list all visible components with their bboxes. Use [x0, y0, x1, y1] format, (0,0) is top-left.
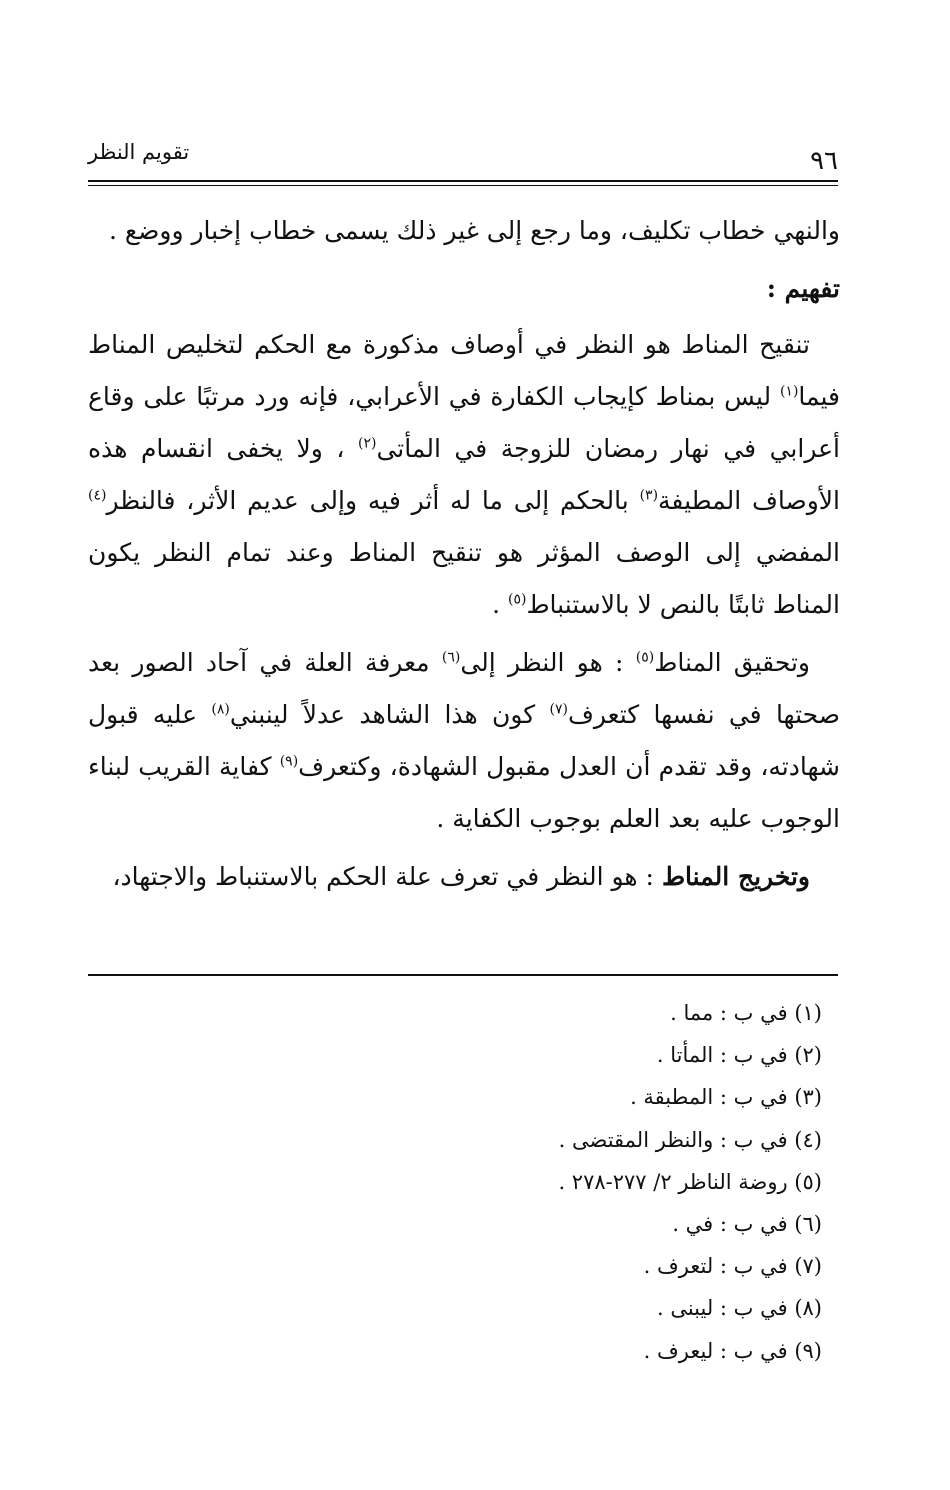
footnote-ref: (٥) — [635, 649, 655, 666]
text-run: : هو النظر في تعرف علة الحكم بالاستنباط والاجتهاد، — [112, 862, 662, 891]
footnote-ref: (٨) — [211, 701, 230, 718]
text-run: وتحقيق المناط — [654, 648, 810, 677]
page-number: ٩٦ — [810, 146, 838, 176]
footnote-ref: (٧) — [549, 701, 568, 718]
footnote: (٧) في ب : لتعرف . — [643, 1254, 822, 1279]
footnote: (٢) في ب : المأتا . — [656, 1043, 822, 1068]
text-run: عليه قبول شهادته، وقد تقدم أن العدل مقبول الشهادة، وكتعرف — [88, 700, 840, 781]
text-run: ، ولا يخفى انقسام هذه الأوصاف المطيفة — [88, 434, 840, 515]
text-run: كفاية القريب لبناء الوجوب عليه بعد العلم بوجوب الكفاية . — [88, 752, 840, 833]
section-heading: تفهيم : — [766, 274, 840, 303]
footnote: (٨) في ب : ليبنى . — [656, 1296, 822, 1321]
footnote-ref: (٣) — [639, 487, 659, 504]
header-rule — [88, 180, 838, 186]
paragraph-tanqih — [88, 319, 840, 631]
footnote: (٥) روضة الناظر ٢/ ٢٧٧-٢٧٨ . — [558, 1169, 822, 1194]
text-run: معرفة العلة في آحاد الصور بعد صحتها في نفسها كتعرف — [88, 648, 840, 729]
main-text — [88, 205, 840, 909]
footnote: (١) في ب : مما . — [670, 1001, 822, 1025]
text-run: . — [492, 590, 508, 619]
footnote-ref: (٤) — [88, 487, 107, 504]
footnote: (٦) في ب : في . — [672, 1212, 822, 1237]
footnote: (٩) في ب : ليعرف . — [643, 1338, 822, 1363]
paragraph-takhrij — [88, 851, 840, 903]
footnote: (٤) في ب : والنظر المقتضى . — [558, 1127, 822, 1152]
running-head-title: تقويم النظر — [88, 140, 190, 164]
text-run: بالحكم إلى ما له أثر فيه وإلى عديم الأثر، فالنظر — [106, 486, 640, 515]
text-run: ليس بمناط كإيجاب الكفارة في الأعرابي، فإنه ورد مرتبًا على وقاع أعرابي في نهار رمضان للزوجة في المأتى — [88, 382, 840, 463]
text-run: تنقيح المناط هو النظر في أوصاف مذكورة مع الحكم لتخليص المناط فيما — [88, 330, 840, 411]
text-run: كون هذا الشاهد عدلاً لينبني — [229, 700, 550, 729]
footnote-ref: (٦) — [441, 649, 461, 666]
footnote-rule — [88, 974, 838, 976]
paragraph-tahqiq — [88, 637, 840, 845]
bold-term: وتخريج المناط — [661, 862, 810, 891]
footnote-ref: (٥) — [507, 591, 527, 608]
paragraph-continuation: والنهي خطاب تكليف، وما رجع إلى غير ذلك يسمى خطاب إخبار ووضع . — [108, 216, 840, 245]
footnote-ref: (٢) — [358, 435, 377, 452]
text-run: : هو النظر إلى — [460, 648, 636, 677]
footnote: (٣) في ب : المطبقة . — [630, 1085, 822, 1110]
text-run: المفضي إلى الوصف المؤثر هو تنقيح المناط وعند تمام النظر يكون المناط ثابتًا بالنص لا بالاستنباط — [88, 538, 840, 619]
footnote-ref: (١) — [779, 383, 799, 400]
footnote-ref: (٩) — [279, 753, 299, 770]
footnotes — [322, 992, 822, 1372]
